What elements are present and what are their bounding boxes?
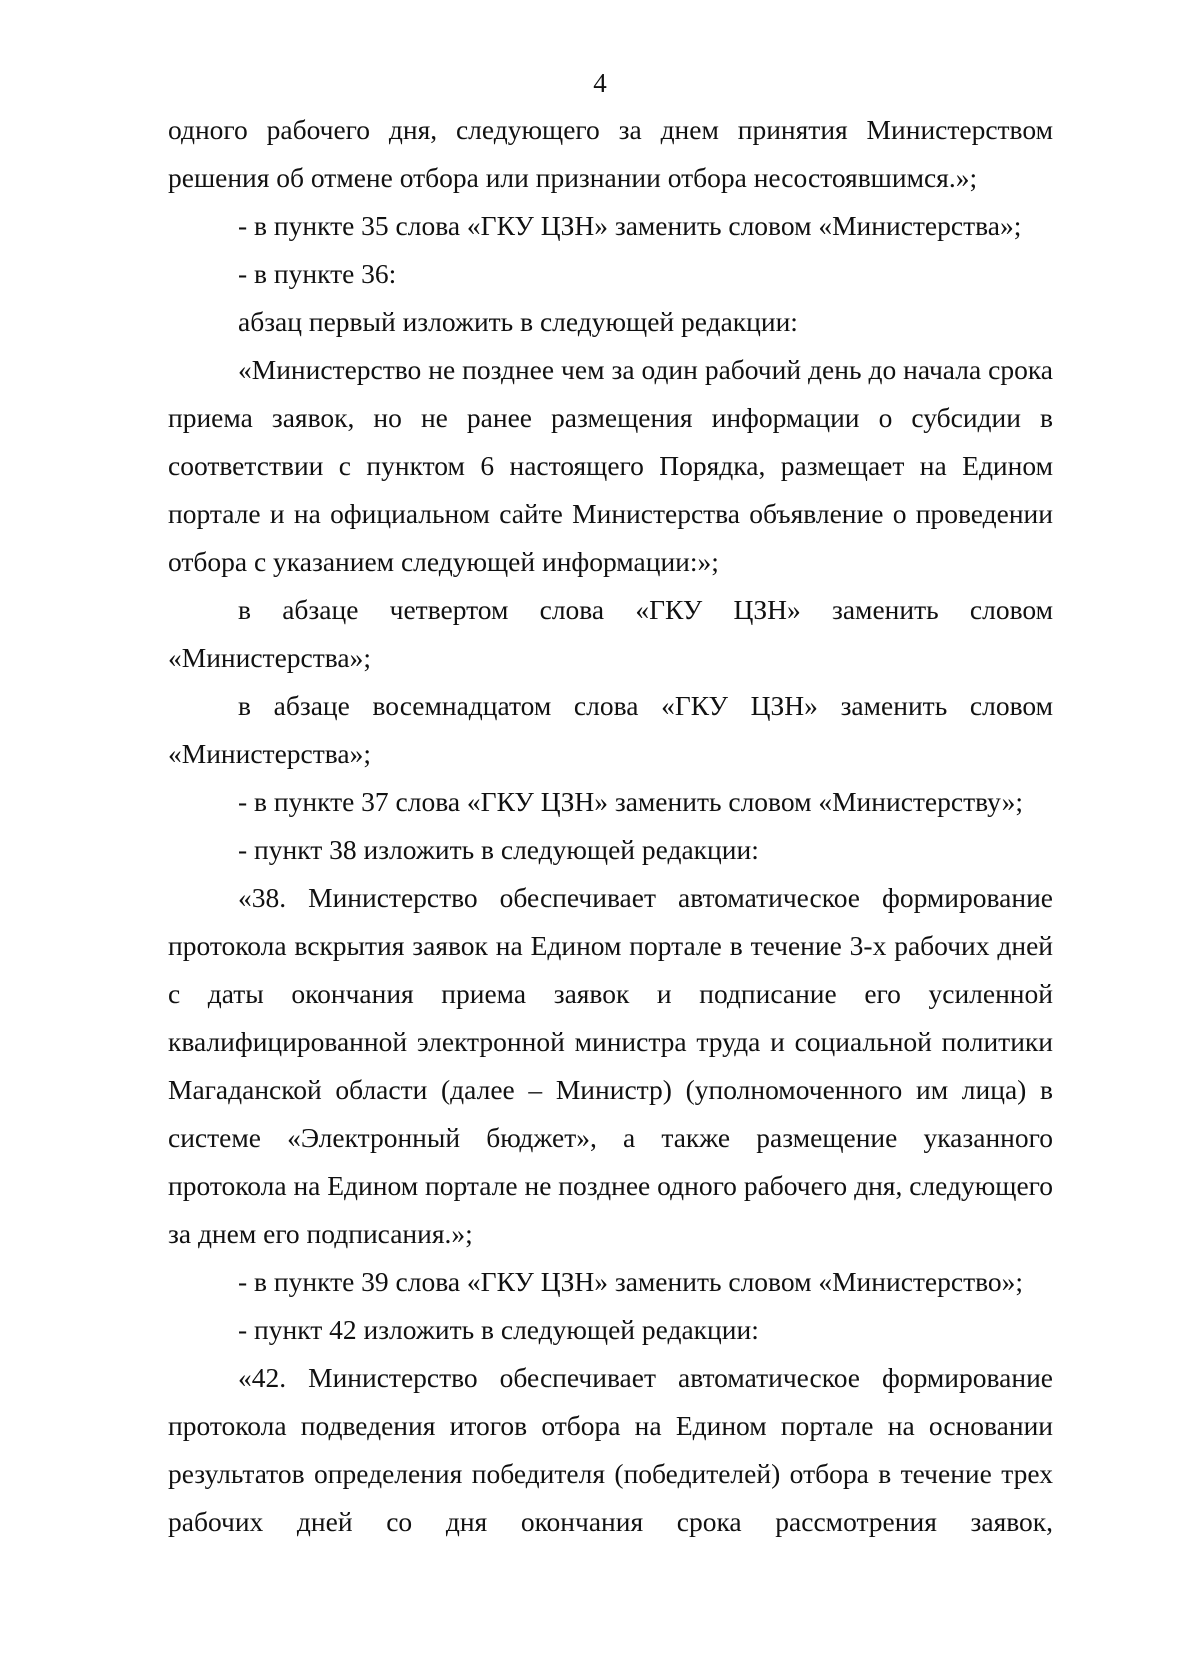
paragraph-eighteenth-abzac: в абзаце восемнадцатом слова «ГКУ ЦЗН» заменить словом «Министерства»; (168, 690, 1053, 769)
document-body (168, 106, 1053, 1546)
paragraph-item-38-text: «38. Министерство обеспечивает автоматическое формирование протокола вскрытия заявок на Едином портале в течение 3-х рабочих дней с даты окончания приема заявок и подписание его усиленной квалифицированной электронной министра труда и социальной политики Магаданской области (далее – Министр) (уполномоченного им лица) в системе «Электронный бюджет», а также размещение указанного протокола на Едином портале не позднее одного рабочего дня, следующего за днем его подписания.»; (168, 882, 1053, 1249)
paragraph-item-42-heading: - пункт 42 изложить в следующей редакции: (238, 1314, 759, 1345)
paragraph-ministry-quote: «Министерство не позднее чем за один рабочий день до начала срока приема заявок, но не ранее размещения информации о субсидии в соответствии с пунктом 6 настоящего Порядка, размещает на Едином портале и на официальном сайте Министерства объявление о проведении отбора с указанием следующей информации:»; (168, 354, 1053, 577)
page-number: 4 (593, 68, 607, 98)
paragraph-fourth-abzac: в абзаце четвертом слова «ГКУ ЦЗН» заменить словом «Министерства»; (168, 594, 1053, 673)
paragraph-item-37: - в пункте 37 слова «ГКУ ЦЗН» заменить словом «Министерству»; (238, 786, 1023, 817)
paragraph-item-36: - в пункте 36: (238, 258, 397, 289)
paragraph-item-35: - в пункте 35 слова «ГКУ ЦЗН» заменить словом «Министерства»; (238, 210, 1022, 241)
paragraph-first-abzac: абзац первый изложить в следующей редакции: (238, 306, 798, 337)
paragraph-item-42-text: «42. Министерство обеспечивает автоматическое формирование протокола подведения итогов отбора на Едином портале на основании результатов определения победителя (победителей) отбора в течение трех рабочих дней со дня окончания срока рассмотрения заявок, (168, 1362, 1053, 1537)
paragraph-item-38-heading: - пункт 38 изложить в следующей редакции: (238, 834, 759, 865)
paragraph-item-39: - в пункте 39 слова «ГКУ ЦЗН» заменить словом «Министерство»; (238, 1266, 1024, 1297)
paragraph-continuation: одного рабочего дня, следующего за днем принятия Министерством решения об отмене отбора или признании отбора несостоявшимся.»; (168, 114, 1053, 193)
